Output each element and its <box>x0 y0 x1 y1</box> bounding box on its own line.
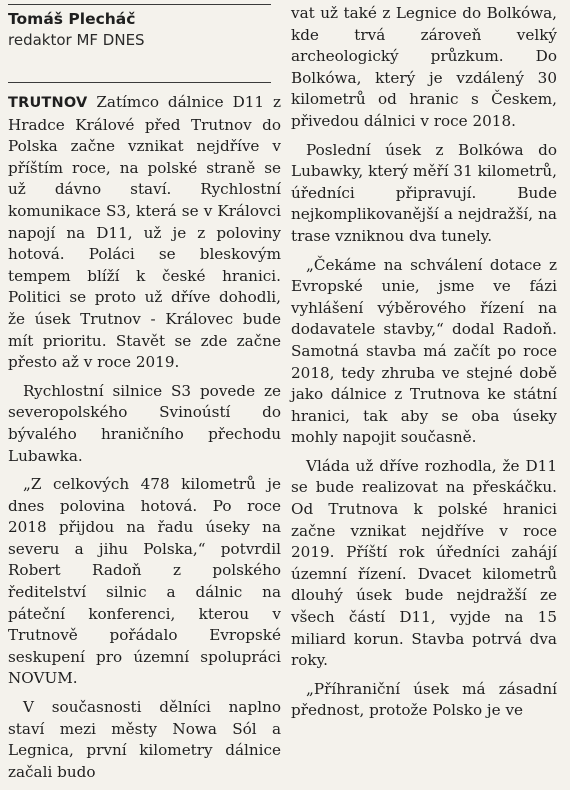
paragraph: „Příhraniční úsek má zásadní přednost, protože Polsko je ve <box>291 679 557 720</box>
byline <box>8 9 271 51</box>
paragraph: „Čekáme na schválení dotace z Evropské unie, jsme ve fázi vyhlášení výběrového řízení na dodavatele stavby,“ dodal Radoň. Samotná stavba má začít po roce 2018, tedy zhruba ve stejné době jako dálnice z Trutnova ke státní hranici, tak aby se oba úseky mohly napojit současně. <box>291 255 557 447</box>
author-name: Tomáš Plecháč <box>8 10 136 28</box>
top-rule <box>8 4 271 5</box>
right-column <box>291 0 557 720</box>
right-column-text <box>291 3 557 729</box>
lead-paragraph <box>8 92 281 374</box>
left-column <box>8 0 281 781</box>
paragraph: V současnosti dělníci naplno staví mezi městy Nowa Sól a Legnica, první kilometry dálnice začali budo <box>8 698 281 781</box>
paragraph: Vláda už dříve rozhodla, že D11 se bude realizovat na přeskáčku. Od Trutnova k polské hranici začne vznikat nejdříve v roce 2019. Příští rok úředníci zahájí územní řízení. Dvacet kilometrů dlouhý úsek bude nejdražší ze všech částí D11, vyjde na 15 miliard korun. Stavba potrvá dva roky. <box>291 456 557 670</box>
paragraph: Poslední úsek z Bolkówa do Lubawky, který měří 31 kilometrů, úředníci připravují. Bude nejkomplikovanější a nejdražší, na trase vzniknou dva tunely. <box>291 140 557 245</box>
author-role: redaktor MF DNES <box>8 31 145 49</box>
dateline: TRUTNOV <box>8 95 88 111</box>
lead-text: Zatímco dálnice D11 z Hradce Králové před Trutnov do Polska začne vznikat nejdříve v příštím roce, na polské straně se už dávno staví. Rychlostní komunikace S3, která se v Královci napojí na D11, už je z poloviny hotová. Poláci se bleskovým tempem blíží k české hranici. Politici se proto už dříve dohodli, že úsek Trutnov - Královec bude mít prioritu. Stavět se zde začne přesto až v roce 2019. <box>8 93 281 372</box>
paragraph: „Z celkových 478 kilometrů je dnes polovina hotová. Po roce 2018 přijdou na řadu úseky na severu a jihu Polska,“ potvrdil Robert Radoň z polského ředitelství silnic a dálnic na páteční konferenci, kterou v Trutnově pořádalo Evropské seskupení pro územní spolupráci NOVUM. <box>8 475 281 688</box>
paragraph: vat už také z Legnice do Bolkówa, kde trvá zároveň velký archeologický průzkum. Do Bolkówa, který je vzdálený 30 kilometrů od hranic s Českem, přivedou dálnici v roce 2018. <box>291 4 557 130</box>
left-column-text <box>8 92 281 790</box>
paragraph: Rychlostní silnice S3 povede ze severopolského Svinoústí do bývalého hraničního přechodu Lubawka. <box>8 381 281 465</box>
byline-rule <box>8 82 271 83</box>
